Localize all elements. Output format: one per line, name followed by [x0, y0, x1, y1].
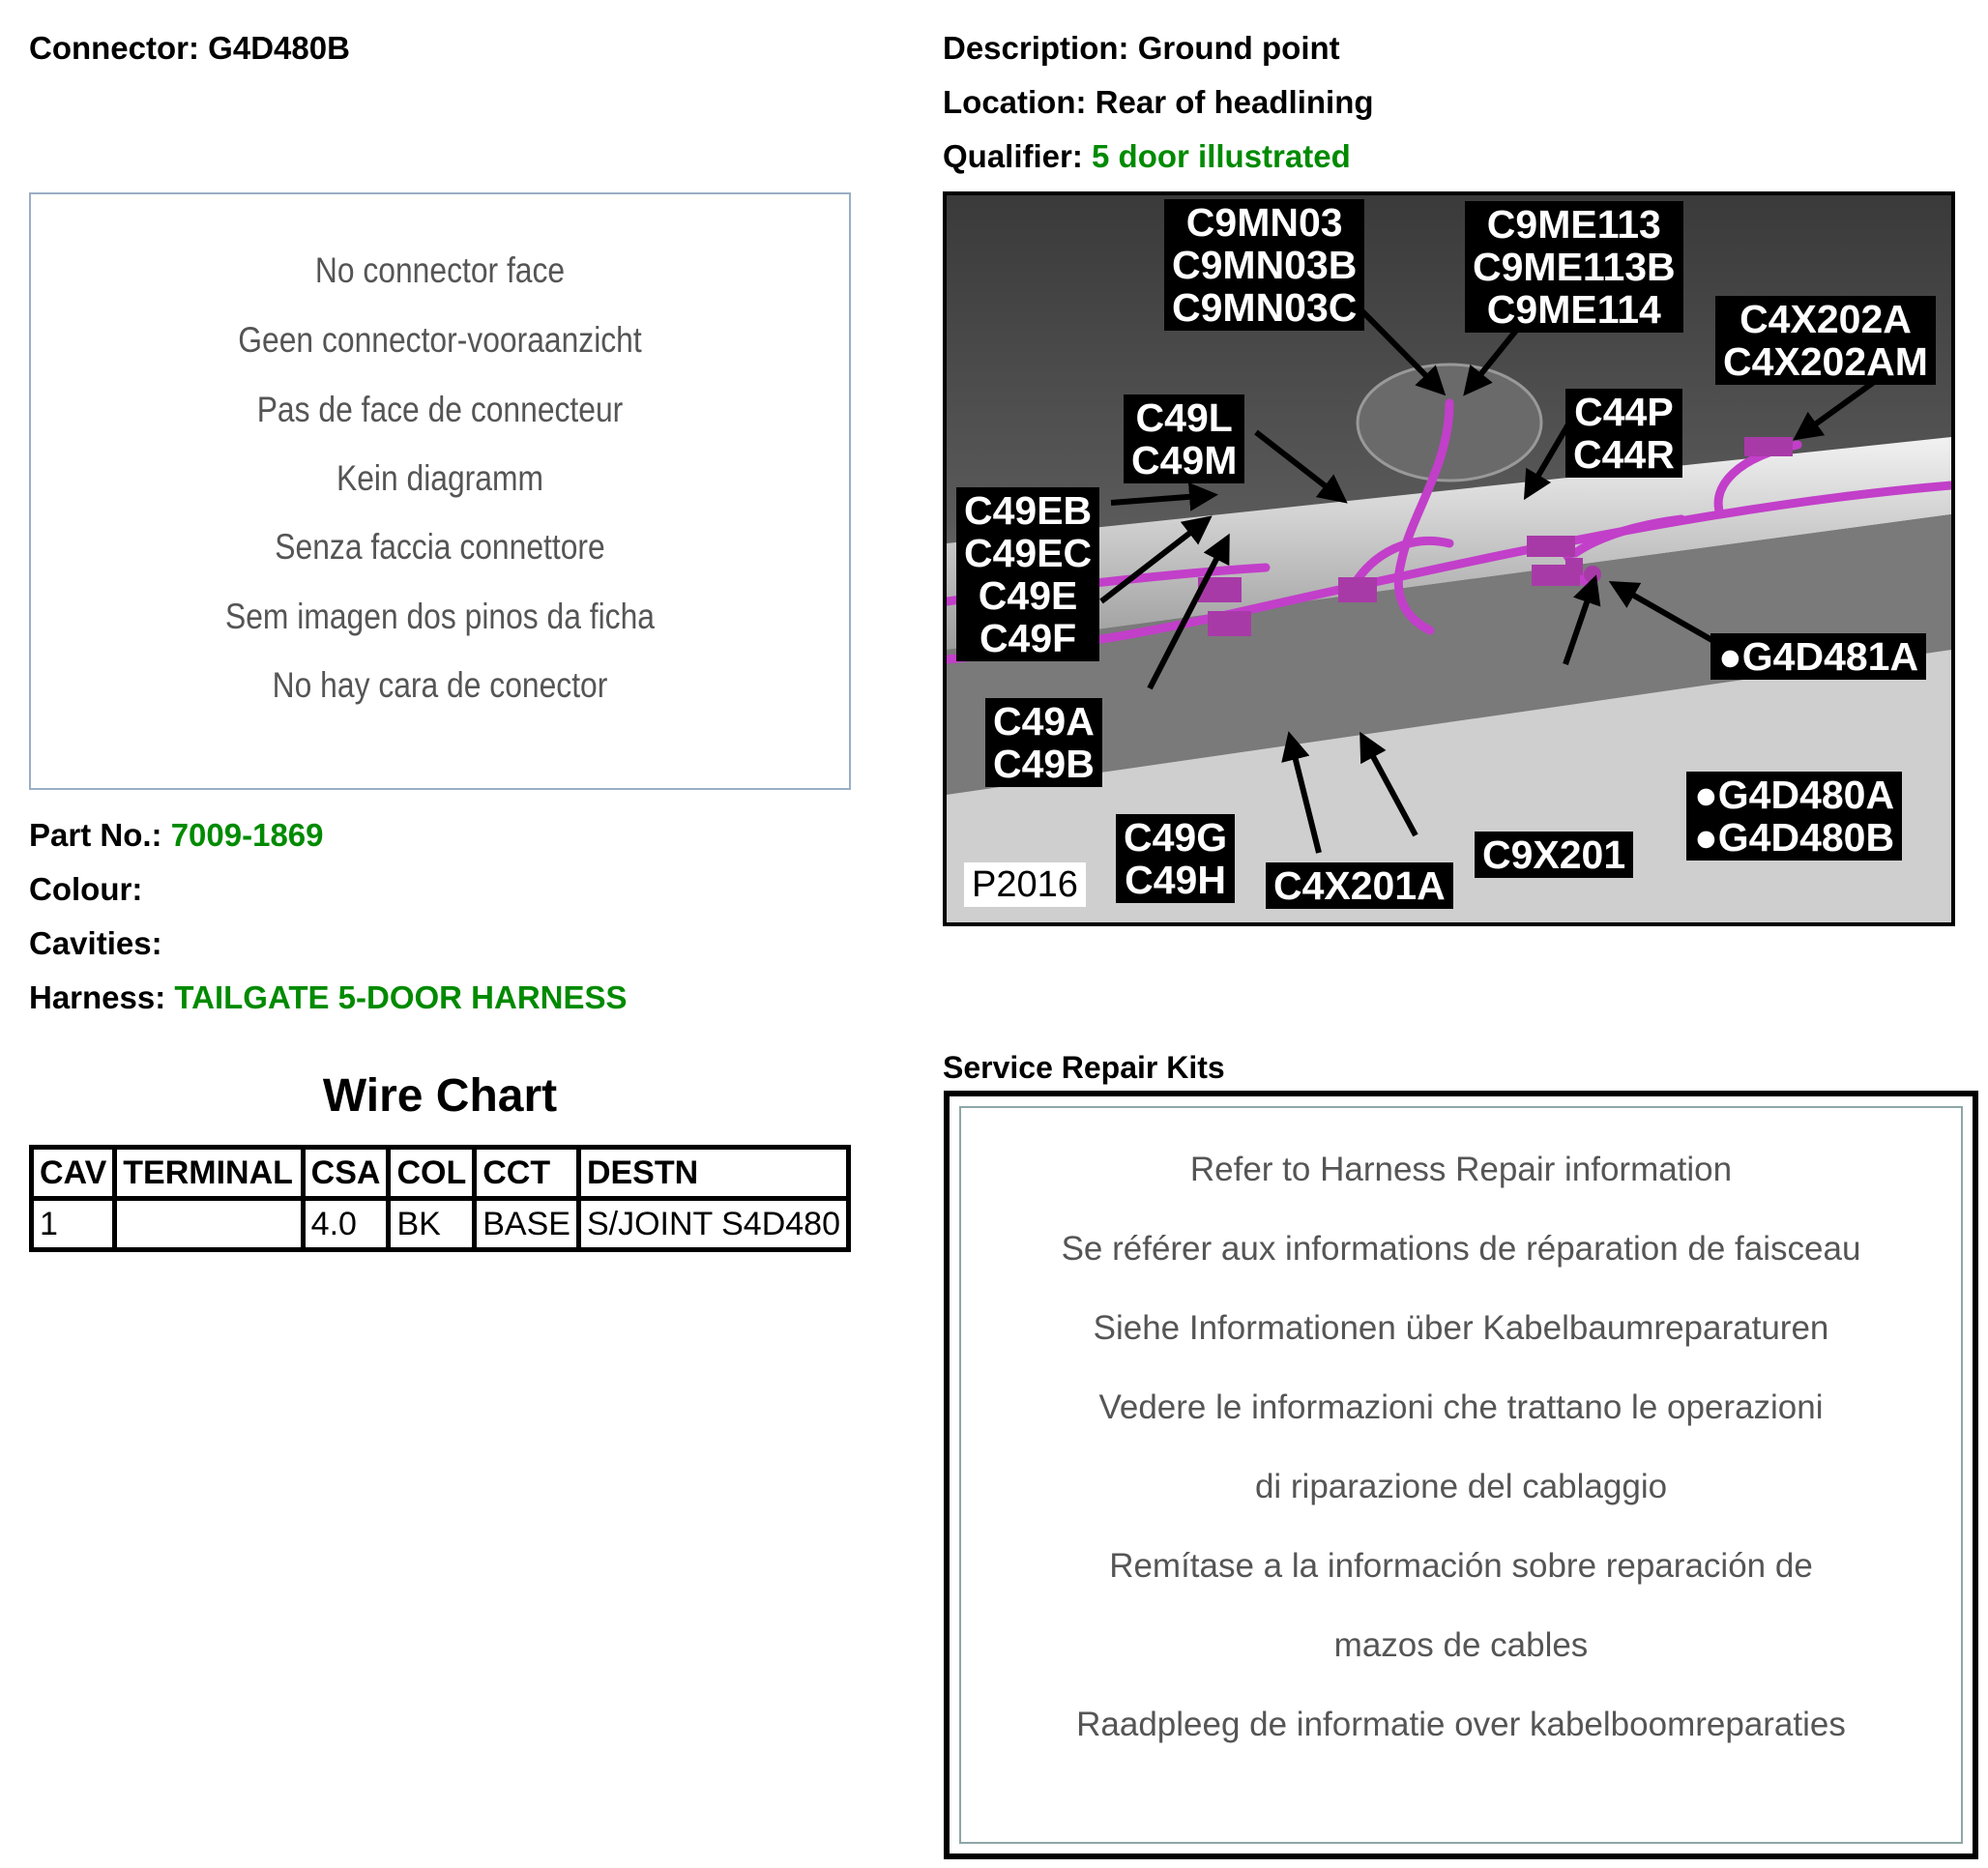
harness-label: Harness:: [29, 979, 166, 1015]
wire-chart-header-row: [32, 1148, 849, 1199]
callout-g4d481a: ●G4D481A: [1710, 633, 1926, 680]
repair-line-nl: Raadpleeg de informatie over kabelboomreparaties: [1076, 1706, 1846, 1743]
repair-line-en: Refer to Harness Repair information: [1189, 1151, 1733, 1188]
service-repair-inner: [959, 1106, 1963, 1844]
description-value: Ground point: [1137, 30, 1340, 66]
cavities-label: Cavities:: [29, 925, 162, 961]
repair-line-it-1: Vedere le informazioni che trattano le operazioni: [1098, 1388, 1824, 1426]
cell-cav: 1: [32, 1199, 115, 1250]
no-connector-face-box: [29, 192, 851, 790]
repair-line-es-1: Remítase a la información sobre reparación de: [1109, 1547, 1813, 1585]
callout-c49g: C49G C49H: [1116, 814, 1235, 903]
connector-field: [29, 29, 350, 68]
cell-cct: BASE: [475, 1199, 579, 1250]
connector-value: G4D480B: [208, 30, 350, 66]
cell-terminal: [115, 1199, 303, 1250]
description-field: [943, 29, 1340, 68]
callout-c9mn03: C9MN03 C9MN03B C9MN03C: [1164, 199, 1364, 331]
part-no-value: 7009-1869: [170, 817, 324, 853]
harness-field: [29, 978, 628, 1017]
photo-id-label: P2016: [964, 862, 1086, 907]
cavities-field: [29, 924, 162, 963]
qualifier-label: Qualifier:: [943, 138, 1083, 174]
no-face-line-es: No hay cara de conector: [272, 665, 608, 705]
location-value: Rear of headlining: [1095, 84, 1374, 120]
callout-c49a: C49A C49B: [985, 698, 1102, 787]
callout-c49eb: C49EB C49EC C49E C49F: [956, 487, 1099, 661]
no-face-line-fr: Pas de face de connecteur: [256, 390, 624, 429]
location-field: [943, 83, 1374, 122]
colour-label: Colour:: [29, 871, 143, 907]
callout-c9x201: C9X201: [1475, 832, 1633, 878]
callout-c44p: C44P C44R: [1565, 389, 1682, 478]
header-cct: CCT: [475, 1148, 579, 1199]
location-label: Location:: [943, 84, 1087, 120]
repair-line-de: Siehe Informationen über Kabelbaumreparaturen: [1093, 1309, 1829, 1347]
service-repair-title: Service Repair Kits: [943, 1050, 1225, 1085]
no-face-line-pt: Sem imagen dos pinos da ficha: [225, 597, 655, 636]
service-repair-box: [944, 1091, 1978, 1859]
callout-c49l: C49L C49M: [1124, 394, 1244, 483]
part-no-field: [29, 816, 324, 855]
location-photo: [943, 191, 1955, 926]
qualifier-value: 5 door illustrated: [1092, 138, 1351, 174]
cell-col: BK: [389, 1199, 475, 1250]
callout-c9me113: C9ME113 C9ME113B C9ME114: [1465, 201, 1683, 333]
repair-line-fr: Se référer aux informations de réparation de faisceau: [1061, 1230, 1861, 1268]
no-face-line-nl: Geen connector-vooraanzicht: [238, 320, 642, 360]
wire-chart-title: Wire Chart: [322, 1070, 558, 1122]
qualifier-field: [943, 137, 1351, 176]
cell-destn: S/JOINT S4D480: [578, 1199, 848, 1250]
repair-line-it-2: di riparazione del cablaggio: [1254, 1468, 1668, 1505]
connector-label: Connector:: [29, 30, 199, 66]
cell-csa: 4.0: [303, 1199, 389, 1250]
callout-c4x202: C4X202A C4X202AM: [1715, 296, 1936, 385]
header-destn: DESTN: [578, 1148, 848, 1199]
description-label: Description:: [943, 30, 1129, 66]
repair-line-es-2: mazos de cables: [1333, 1626, 1589, 1664]
no-face-line-en: No connector face: [314, 250, 566, 290]
header-csa: CSA: [303, 1148, 389, 1199]
callout-c4x201a: C4X201A: [1266, 862, 1453, 909]
callout-g4d480: ●G4D480A ●G4D480B: [1686, 772, 1902, 861]
colour-field: [29, 870, 142, 909]
header-col: COL: [389, 1148, 475, 1199]
wire-chart-table: [29, 1145, 851, 1252]
header-terminal: TERMINAL: [115, 1148, 303, 1199]
part-no-label: Part No.:: [29, 817, 162, 853]
no-face-line-de: Kein diagramm: [336, 458, 544, 498]
no-face-line-it: Senza faccia connettore: [275, 527, 605, 567]
harness-value: TAILGATE 5-DOOR HARNESS: [174, 979, 628, 1015]
header-cav: CAV: [32, 1148, 115, 1199]
table-row: [32, 1199, 849, 1250]
